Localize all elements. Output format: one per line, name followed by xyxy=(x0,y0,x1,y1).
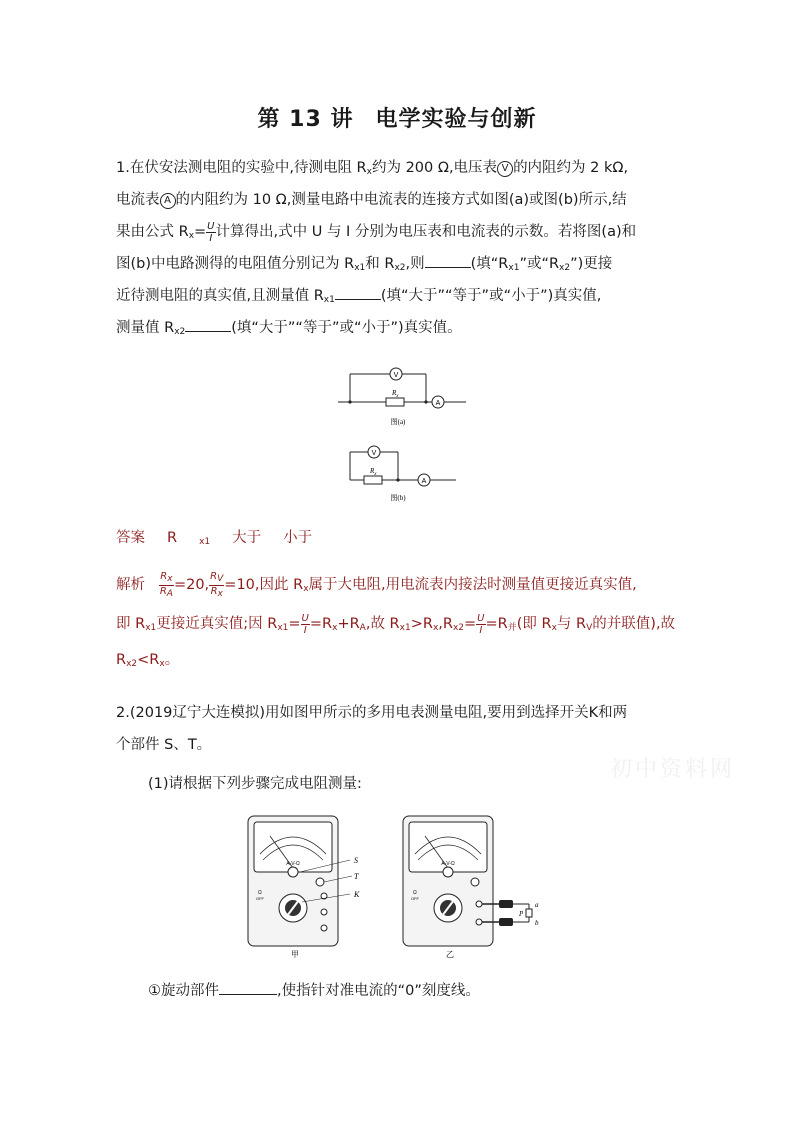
step-1-heading: (1)请根据下列步骤完成电阻测量: xyxy=(148,776,362,792)
page-title: 第 13 讲 电学实验与创新 xyxy=(257,107,537,132)
q1-line-2: 电流表 A 的内阻约为 10 Ω,测量电路中电流表的连接方式如图(a)或图(b)所示,结 xyxy=(116,192,627,208)
svg-text:S: S xyxy=(354,856,358,865)
question-2 xyxy=(116,697,696,761)
q1-line-6: 测量值 $R_{x2}$ (填“大于”“等于”或“小于”)真实值。 xyxy=(116,312,696,344)
blank-3[interactable] xyxy=(185,315,231,332)
voltmeter-symbol: V xyxy=(497,161,513,177)
svg-text:甲: 甲 xyxy=(291,950,299,959)
circuit-figure-b xyxy=(330,442,470,508)
svg-text:OFF: OFF xyxy=(411,896,419,901)
svg-text:V: V xyxy=(371,450,377,457)
multimeter-yi xyxy=(395,812,555,960)
svg-text:A-V-Ω: A-V-Ω xyxy=(286,861,300,867)
svg-text:Ω: Ω xyxy=(258,890,262,896)
blank-4[interactable] xyxy=(219,978,277,995)
ammeter-symbol: A xyxy=(160,193,176,209)
multimeter-jia xyxy=(240,812,380,960)
circuit-figure-a xyxy=(330,362,470,430)
fraction-u-over-i: $\frac{U}{I}$ xyxy=(207,220,215,244)
answer-line: 答案 R $_{x1}$ 大于 小于 xyxy=(116,530,313,547)
svg-text:Rx: $R_x$ xyxy=(370,467,377,477)
q2-line-1: 2.(2019辽宁大连模拟)用如图甲所示的多用电表测量电阻,要用到选择开关K和两 xyxy=(116,705,628,721)
blank-1[interactable] xyxy=(425,251,471,268)
explanation xyxy=(116,566,706,680)
svg-text:A: A xyxy=(435,400,441,407)
q1-line-3: 果由公式 $R_x=$ $\frac{U}{I}$ 计算得出,式中 U 与 I 分别为电压表和电流表的示数。若将图(a)和 xyxy=(116,220,637,244)
q1-line-1: 1.在伏安法测电阻的实验中,待测电阻 $R_x$约为 200 Ω,电压表 V 的内阻约为 2 kΩ, xyxy=(116,160,629,177)
svg-text:图(a): 图(a) xyxy=(390,418,406,426)
q1-line-4: 图(b)中电路测得的电阻值分别记为 $R_{x1}$和 $R_{x2}$,则 (填“$R_{x1}$”或“$R_{x2}$”)更接 xyxy=(116,248,696,280)
svg-text:b: b xyxy=(535,919,539,927)
svg-text:Rx: $R_x$ xyxy=(392,389,399,399)
question-1 xyxy=(116,152,696,344)
svg-text:T: T xyxy=(354,872,359,881)
step-1a: ①旋动部件 ,使指针对准电流的“0”刻度线。 xyxy=(148,978,480,1000)
svg-text:K: K xyxy=(354,890,360,899)
fraction-u-i-1: $\frac{U}{I}$ xyxy=(301,612,309,636)
expl-line-2: 即 $R_{x1}$更接近真实值;因 $R_{x1}=$ $\frac{U}{I}$ $=R_x+R_A$,故 $R_{x1}>R_x,R_{x2}=$ $\frac{U}{I}$ $=R_并$(即 $R_x$与 $R_V$的并联值),故 xyxy=(116,612,676,636)
expl-line-1: 解析 $\frac{R_x}{R_A}$ =20, $\frac{R_V}{R_x}$ =10,因此 $R_x$属于大电阻,用电流表内接法时测量值更接近真实值, xyxy=(116,570,637,599)
fraction-rv-rx: $\frac{R_V}{R_x}$ xyxy=(210,570,224,599)
svg-text:乙: 乙 xyxy=(446,950,454,959)
svg-text:a: a xyxy=(535,901,539,909)
q1-line-5: 近待测电阻的真实值,且测量值 $R_{x1}$ (填“大于”“等于”或“小于”)真实值, xyxy=(116,280,696,312)
svg-text:A: A xyxy=(421,478,427,485)
svg-text:V: V xyxy=(393,372,399,379)
expl-line-3: $R_{x2}<R_x$。 xyxy=(116,652,180,669)
watermark: 初中资料网 xyxy=(610,757,736,782)
svg-text:Ω: Ω xyxy=(413,890,417,896)
svg-text:OFF: OFF xyxy=(256,896,264,901)
svg-text:A-V-Ω: A-V-Ω xyxy=(441,861,455,867)
q2-line-2: 个部件 S、T。 xyxy=(116,737,212,753)
blank-2[interactable] xyxy=(335,283,381,300)
svg-text:图(b): 图(b) xyxy=(390,494,406,502)
fraction-u-i-2: $\frac{U}{I}$ xyxy=(477,612,485,636)
fraction-rx-ra: $\frac{R_x}{R_A}$ xyxy=(159,570,173,599)
svg-text:P: P xyxy=(519,910,524,918)
